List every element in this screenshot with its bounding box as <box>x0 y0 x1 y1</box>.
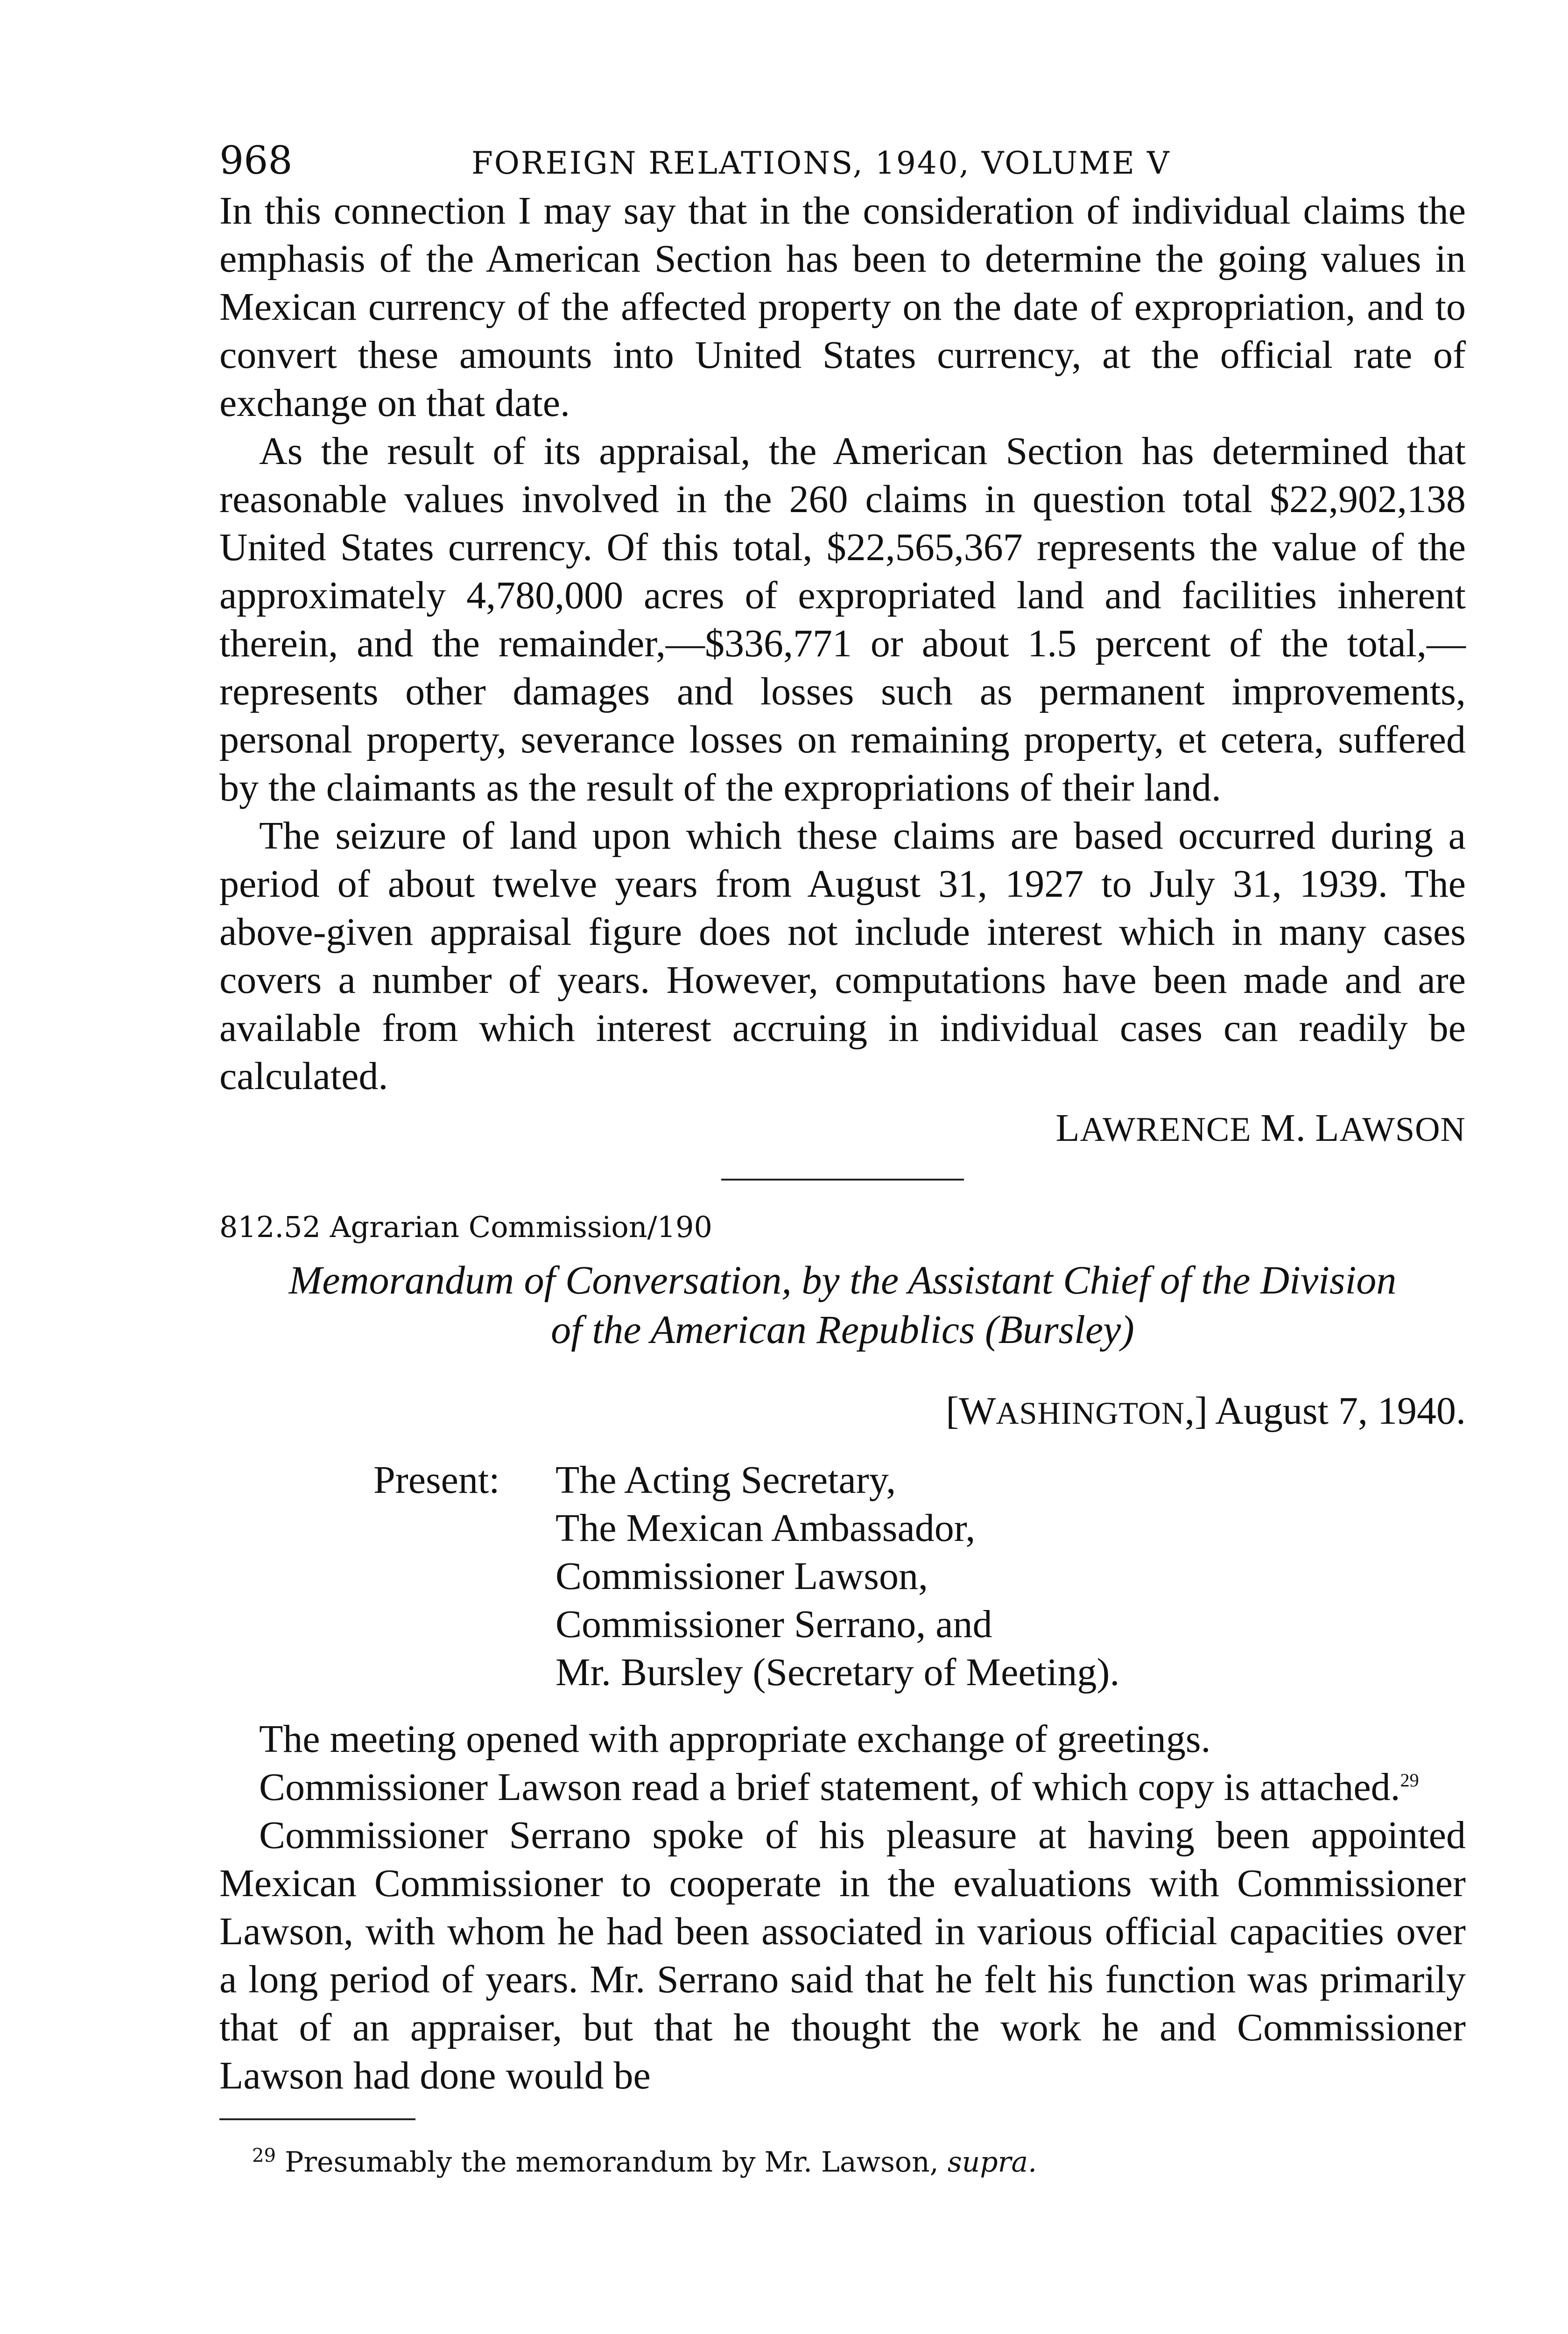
signature-last-initial: L <box>1315 1106 1340 1150</box>
dateline-place: ASHINGTON <box>996 1395 1185 1431</box>
dateline <box>219 1387 1466 1437</box>
running-title: FOREIGN RELATIONS, 1940, VOLUME V <box>471 145 1171 181</box>
present-item: Commissioner Serrano, and <box>555 1603 992 1646</box>
present-item: Mr. Bursley (Secretary of Meeting). <box>555 1651 1120 1694</box>
running-head <box>219 131 1466 187</box>
footnote-text: Presumably the memorandum by Mr. Lawson, <box>284 2146 948 2179</box>
dateline-open: [W <box>946 1389 996 1433</box>
lawson-statement-text: Commissioner Lawson read a brief statement, of which copy is attached. <box>259 1765 1400 1809</box>
present-block <box>373 1456 1466 1696</box>
paragraph-appraisal-result: As the result of its appraisal, the American Section has determined that reasonable values involved in the 260 claims in question total $22,902,138 United States currency. Of this total, $22,565,367 represents the value of the approximately 4,780,000 acres of expropriated land and facilities inherent therein, and the remainder,—$336,771 or about 1.5 percent of the total,—represents other damages and losses such as permanent improvements, personal property, severance losses on remaining property, et cetera, suffered by the claimants as the result of the expropriations of their land. <box>219 429 1466 809</box>
paragraph-valuation-method: In this connection I may say that in the consideration of individual claims the emphasis of the American Section has been to determine the going values in Mexican currency of the affected property on the date of expropriation, and to convert these amounts into United States currency, at the official rate of exchange on that date. <box>219 189 1466 425</box>
footnote-rule <box>219 2118 415 2120</box>
present-label: Present: <box>373 1458 500 1502</box>
footnote <box>252 2144 1466 2181</box>
paragraph-lawson-statement <box>219 1763 1466 1811</box>
footnote-ref: 29 <box>1400 1770 1419 1791</box>
signature-last-rest: AWSON <box>1339 1111 1466 1149</box>
signature-first-rest: AWRENCE <box>1080 1111 1252 1149</box>
footnote-italic: supra. <box>947 2146 1037 2179</box>
page <box>219 131 1466 2181</box>
signature-first-initial: L <box>1055 1106 1080 1150</box>
present-item: The Mexican Ambassador, <box>555 1506 976 1550</box>
signature-middle: M. <box>1260 1106 1306 1150</box>
dateline-date: August 7, 1940. <box>1215 1389 1466 1433</box>
memo-title-line2: of the American Republics (Bursley) <box>551 1307 1134 1352</box>
paragraph-serrano: Commissioner Serrano spoke of his pleasure at having been appointed Mexican Commissioner to cooperate in the evaluations with Commissioner Lawson, with whom he had been associated in various official capacities over a long period of years. Mr. Serrano said that he felt his function was primarily that of an appraiser, but that he thought the work he and Commissioner Lawson had done would be <box>219 1814 1466 2097</box>
paragraph-meeting-opened: The meeting opened with appropriate exchange of greetings. <box>259 1717 1211 1761</box>
signature <box>219 1105 1466 1153</box>
file-number: 812.52 Agrarian Commission/190 <box>219 1210 712 1244</box>
letter-body <box>219 187 1466 1100</box>
present-list <box>555 1456 1119 1696</box>
footnote-number: 29 <box>252 2145 276 2166</box>
memo-body <box>219 1715 1466 2100</box>
present-item: Commissioner Lawson, <box>555 1554 928 1598</box>
present-item: The Acting Secretary, <box>555 1458 896 1502</box>
page-number: 968 <box>219 139 293 183</box>
memo-title <box>219 1255 1466 1354</box>
paragraph-seizure-period: The seizure of land upon which these claims are based occurred during a period of about twelve years from August 31, 1927 to July 31, 1939. The above-given appraisal figure does not include interest which in many cases covers a number of years. However, computations have been made and are available from which interest accruing in individual cases can readily be calculated. <box>219 814 1466 1098</box>
memo-title-line1: Memorandum of Conversation, by the Assistant Chief of the Division <box>288 1258 1397 1302</box>
dateline-close: ,] <box>1184 1389 1208 1433</box>
section-divider <box>721 1179 964 1181</box>
